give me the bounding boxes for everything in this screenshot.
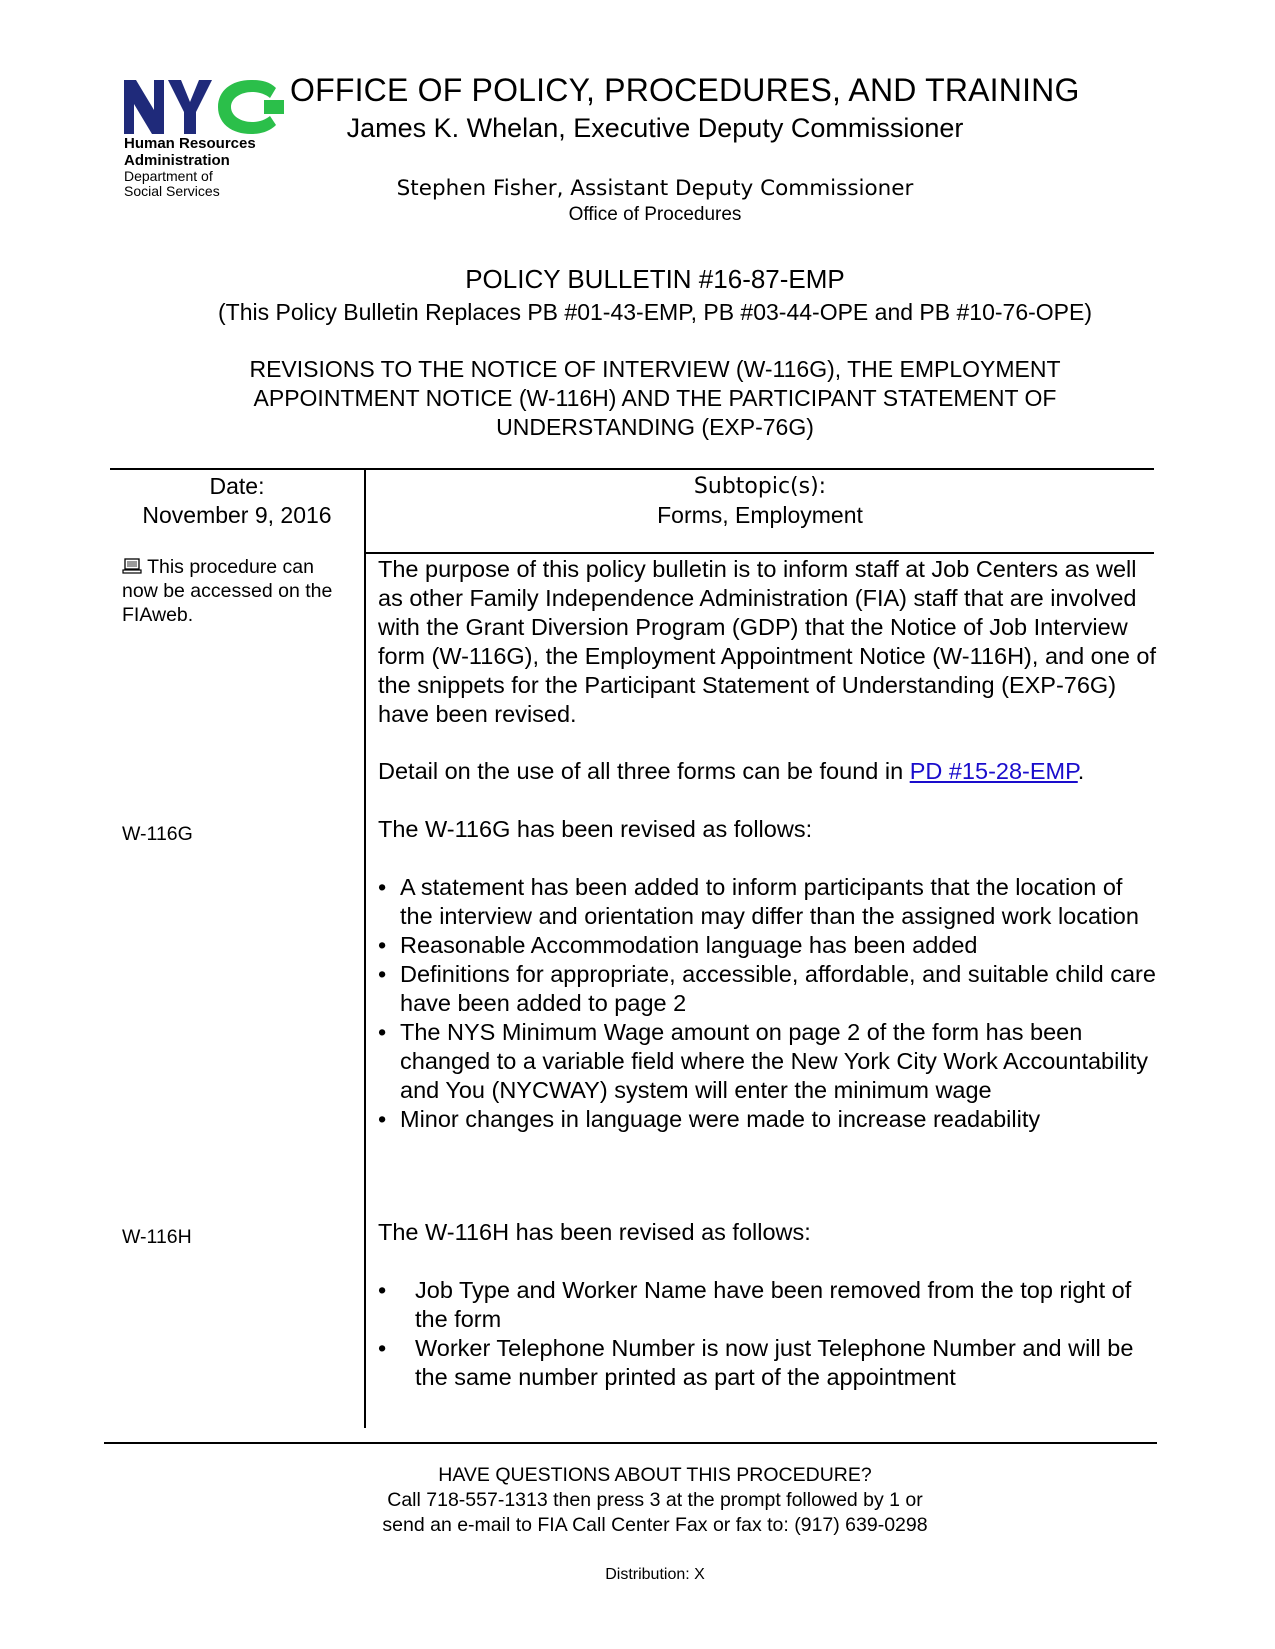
- w116g-intro-text: The W-116G has been revised as follows:: [378, 816, 813, 842]
- list-item: • The NYS Minimum Wage amount on page 2 of the form has been changed to a variable field where the New York City Work Accountability and You (NYCWAY) system will enter the minimum wage: [378, 1019, 1149, 1103]
- list-item-text: A statement has been added to inform participants that the location of the interview and orientation may differ than the assigned work location: [400, 874, 1139, 929]
- list-item: • Job Type and Worker Name have been removed from the top right of the form: [378, 1277, 1132, 1332]
- bulletin-title-line: REVISIONS TO THE NOTICE OF INTERVIEW (W-116G), THE EMPLOYMENT: [249, 356, 1061, 382]
- list-item-text: Worker Telephone Number is now just Telephone Number and will be the same number printed as part of the appointment: [415, 1335, 1134, 1390]
- detail-paragraph: [378, 757, 1158, 786]
- call-line: Call 718-557-1313 then press 3 at the prompt followed by 1 or: [387, 1489, 923, 1511]
- logo-line-3: Department of: [124, 168, 213, 184]
- distribution: Distribution: X: [605, 1566, 705, 1583]
- email-fax-line: send an e-mail to FIA Call Center Fax or fax to: (917) 639-0298: [382, 1514, 928, 1536]
- bulletin-number: POLICY BULLETIN #16-87-EMP: [465, 264, 845, 294]
- list-item: • Minor changes in language were made to increase readability: [378, 1106, 1041, 1132]
- table-top-rule: [110, 468, 1154, 470]
- list-item-text: Job Type and Worker Name have been removed from the top right of the form: [415, 1277, 1132, 1332]
- table-bottom-rule: [104, 1442, 1157, 1444]
- w116g-list: [378, 873, 1158, 1134]
- fiaweb-note-text: This procedure can now be accessed on the FIAweb.: [122, 556, 333, 626]
- list-item: • A statement has been added to inform participants that the location of the interview and orientation may differ than the assigned work location: [378, 874, 1139, 929]
- bulletin-title-line: UNDERSTANDING (EXP-76G): [496, 414, 814, 440]
- list-item: • Worker Telephone Number is now just Telephone Number and will be the same number printed as part of the appointment: [378, 1335, 1134, 1390]
- date-label: Date:: [209, 473, 265, 499]
- assistant-deputy-commissioner: Stephen Fisher, Assistant Deputy Commissioner: [396, 176, 914, 201]
- purpose-text: The purpose of this policy bulletin is to inform staff at Job Centers as well as other Family Independence Administration (FIA) staff that are involved with the Grant Diversion Program (GDP) that the Notice of Job Interview form (W-116G), the Employment Appointment Notice (W-116H), and one of the snippets for the Participant Statement of Understanding (EXP-76G) have been revised.: [378, 556, 1157, 727]
- list-item-text: The NYS Minimum Wage amount on page 2 of the form has been changed to a variable field where the New York City Work Accountability and You (NYCWAY) system will enter the minimum wage: [400, 1019, 1149, 1103]
- logo-line-1: Human Resources: [124, 135, 256, 152]
- list-item-text: Definitions for appropriate, accessible, affordable, and suitable child care have been added to page 2: [400, 961, 1156, 1016]
- purpose-paragraph: [378, 555, 1158, 729]
- header-row-rule: [364, 552, 1154, 554]
- subtopic-label: Subtopic(s):: [693, 474, 827, 499]
- date-cell: [110, 472, 364, 530]
- subtopic-value: Forms, Employment: [657, 502, 863, 528]
- w116h-intro-text: The W-116H has been revised as follows:: [378, 1219, 811, 1245]
- detail-prefix: Detail on the use of all three forms can be found in: [378, 758, 910, 784]
- w116h-list: [378, 1276, 1158, 1392]
- executive-deputy-commissioner: James K. Whelan, Executive Deputy Commissioner: [346, 113, 964, 143]
- detail-suffix: .: [1077, 758, 1085, 784]
- fiaweb-access-note: [122, 555, 352, 627]
- column-divider: [364, 468, 366, 1428]
- list-item: • Reasonable Accommodation language has been added: [378, 932, 978, 958]
- questions-heading: HAVE QUESTIONS ABOUT THIS PROCEDURE?: [438, 1464, 872, 1486]
- logo-line-4: Social Services: [124, 183, 220, 199]
- logo-line-2: Administration: [124, 152, 230, 169]
- bulletin-title-line: APPOINTMENT NOTICE (W-116H) AND THE PARTICIPANT STATEMENT OF: [253, 385, 1057, 411]
- list-item-text: Reasonable Accommodation language has been added: [400, 932, 978, 958]
- list-item-text: Minor changes in language were made to increase readability: [400, 1106, 1041, 1132]
- detail-text: [378, 757, 1158, 786]
- pd-15-28-emp-link[interactable]: PD #15-28-EMP: [909, 758, 1078, 784]
- list-item: • Definitions for appropriate, accessible, affordable, and suitable child care have been added to page 2: [378, 961, 1156, 1016]
- bulletin-title: [150, 355, 1160, 442]
- questions-footer: [0, 1463, 1275, 1538]
- subtopic-cell: [366, 472, 1154, 530]
- bulletin-replaces: (This Policy Bulletin Replaces PB #01-43-EMP, PB #03-44-OPE and PB #10-76-OPE): [218, 299, 1092, 325]
- w116h-side-label: W-116H: [122, 1226, 192, 1248]
- computer-icon: [122, 558, 142, 574]
- w116h-intro: [378, 1218, 1158, 1247]
- office-title: OFFICE OF POLICY, PROCEDURES, AND TRAINING: [290, 72, 1080, 108]
- date-value: November 9, 2016: [142, 502, 332, 528]
- w116g-side-label: W-116G: [122, 823, 193, 845]
- office-of-procedures: Office of Procedures: [568, 204, 742, 225]
- w116g-intro: [378, 815, 1158, 844]
